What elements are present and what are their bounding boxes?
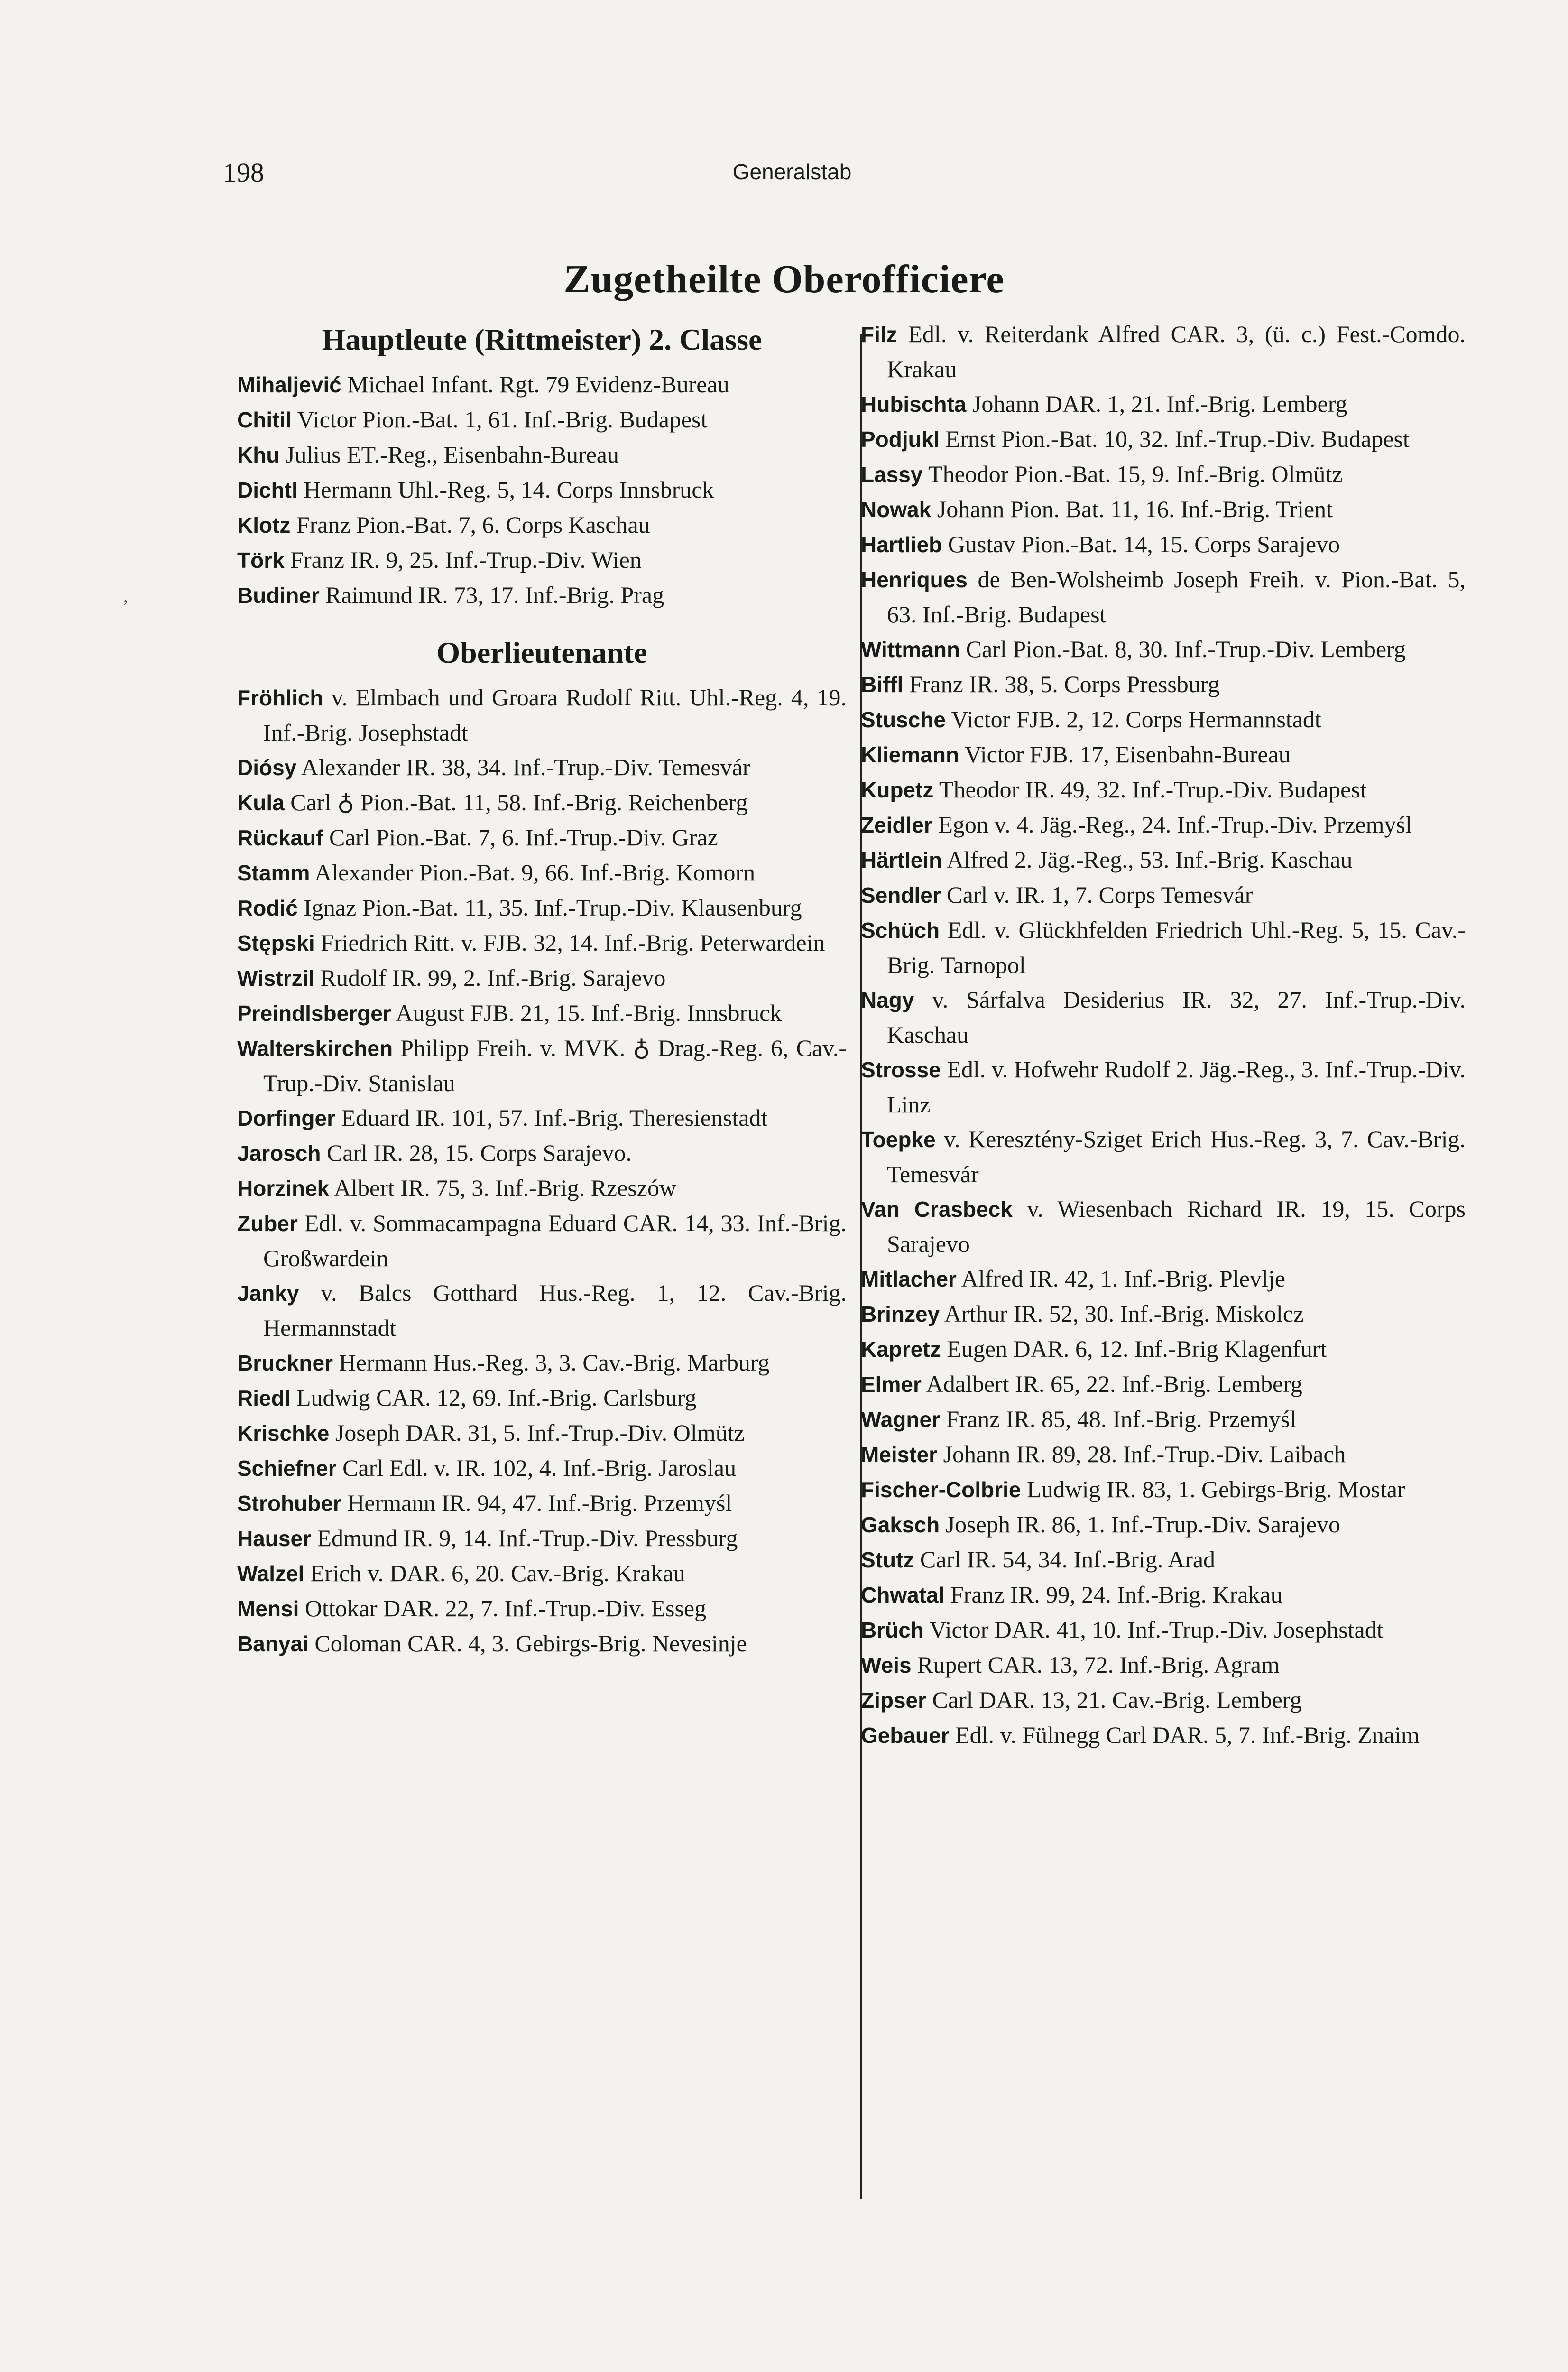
officer-entry bbox=[237, 1171, 847, 1206]
officer-entry bbox=[237, 473, 847, 508]
officer-list-continued bbox=[861, 317, 1466, 1753]
officer-details: Edl. v. Fülnegg Carl DAR. 5, 7. Inf.-Brig. Znaim bbox=[949, 1722, 1420, 1748]
officer-details: Edl. v. Sommacampagna Eduard CAR. 14, 33. Inf.-Brig. Großwardein bbox=[263, 1210, 847, 1271]
officer-entry bbox=[861, 422, 1466, 457]
officer-list-hauptleute bbox=[237, 367, 847, 613]
officer-entry bbox=[861, 807, 1466, 843]
officer-details: Alfred IR. 42, 1. Inf.-Brig. Plevlje bbox=[956, 1265, 1285, 1292]
officer-surname: Dorfinger bbox=[237, 1106, 335, 1130]
officer-entry bbox=[237, 367, 847, 402]
officer-surname: Lassy bbox=[861, 462, 923, 487]
officer-details: Victor FJB. 2, 12. Corps Hermannstadt bbox=[945, 706, 1321, 732]
officer-surname: Meister bbox=[861, 1442, 938, 1467]
officer-details: Hermann Uhl.-Reg. 5, 14. Corps Innsbruck bbox=[297, 476, 714, 503]
officer-entry bbox=[237, 785, 847, 820]
officer-details: Carl IR. 28, 15. Corps Sarajevo. bbox=[321, 1140, 632, 1166]
officer-entry bbox=[237, 1556, 847, 1591]
left-column bbox=[237, 317, 847, 1661]
officer-entry bbox=[237, 680, 847, 750]
officer-surname: Törk bbox=[237, 548, 285, 573]
officer-entry bbox=[237, 508, 847, 543]
officer-details: Alexander IR. 38, 34. Inf.-Trup.-Div. Temesvár bbox=[296, 754, 751, 780]
officer-entry bbox=[861, 1122, 1466, 1192]
officer-details: Eduard IR. 101, 57. Inf.-Brig. Theresienstadt bbox=[335, 1104, 768, 1131]
officer-details: Hermann IR. 94, 47. Inf.-Brig. Przemyśl bbox=[341, 1490, 732, 1516]
officer-details: v. Elmbach und Groara Rudolf Ritt. Uhl.-Reg. 4, 19. Inf.-Brig. Josephstadt bbox=[263, 684, 847, 746]
officer-surname: Riedl bbox=[237, 1386, 291, 1410]
officer-entry bbox=[861, 1437, 1466, 1472]
officer-surname: Brinzey bbox=[861, 1302, 940, 1326]
officer-details: v. Sárfalva Desiderius IR. 32, 27. Inf.-Trup.-Div. Kaschau bbox=[887, 986, 1466, 1048]
officer-entry bbox=[861, 772, 1466, 807]
officer-details: v. Wiesenbach Richard IR. 19, 15. Corps Sarajevo bbox=[887, 1195, 1466, 1257]
officer-surname: Biffl bbox=[861, 672, 904, 697]
officer-details: Franz IR. 38, 5. Corps Pressburg bbox=[903, 671, 1220, 697]
officer-surname: Toepke bbox=[861, 1127, 936, 1152]
officer-surname: Krischke bbox=[237, 1421, 330, 1445]
officer-surname: Stępski bbox=[237, 931, 315, 955]
officer-entry bbox=[237, 1451, 847, 1486]
section-heading-hauptleute: Hauptleute (Rittmeister) 2. Classe bbox=[322, 323, 762, 356]
officer-entry bbox=[237, 926, 847, 961]
officer-surname: Klotz bbox=[237, 513, 291, 537]
officer-entry bbox=[861, 1718, 1466, 1753]
officer-entry bbox=[861, 1367, 1466, 1402]
officer-surname: Van Crasbeck bbox=[861, 1197, 1013, 1222]
officer-surname: Mihaljević bbox=[237, 372, 341, 397]
officer-surname: Brüch bbox=[861, 1618, 924, 1642]
officer-surname: Chitil bbox=[237, 408, 292, 432]
officer-entry bbox=[237, 1136, 847, 1171]
officer-entry bbox=[861, 562, 1466, 632]
officer-surname: Kupetz bbox=[861, 778, 934, 802]
officer-details: Egon v. 4. Jäg.-Reg., 24. Inf.-Trup.-Div. Przemyśl bbox=[932, 811, 1412, 838]
page-header bbox=[223, 157, 1361, 199]
officer-entry bbox=[237, 1591, 847, 1626]
officer-entry bbox=[237, 855, 847, 890]
officer-details: Coloman CAR. 4, 3. Gebirgs-Brig. Nevesinje bbox=[308, 1630, 747, 1657]
running-title: Generalstab bbox=[732, 159, 852, 184]
officer-entry bbox=[237, 578, 847, 613]
officer-details: August FJB. 21, 15. Inf.-Brig. Innsbruck bbox=[391, 1000, 782, 1026]
officer-surname: Fischer-Colbrie bbox=[861, 1477, 1021, 1502]
officer-details: Julius ET.-Reg., Eisenbahn-Bureau bbox=[279, 441, 619, 468]
officer-entry bbox=[237, 1206, 847, 1276]
officer-entry bbox=[861, 1402, 1466, 1437]
officer-entry bbox=[861, 527, 1466, 562]
officer-surname: Janky bbox=[237, 1281, 299, 1306]
officer-entry bbox=[237, 1276, 847, 1345]
officer-details: Adalbert IR. 65, 22. Inf.-Brig. Lemberg bbox=[921, 1371, 1302, 1397]
officer-details: Alfred 2. Jäg.-Reg., 53. Inf.-Brig. Kaschau bbox=[942, 846, 1353, 873]
officer-entry bbox=[861, 667, 1466, 702]
officer-details: Carl Pion.-Bat. 8, 30. Inf.-Trup.-Div. Lemberg bbox=[960, 636, 1406, 662]
officer-entry bbox=[237, 890, 847, 926]
officer-details: Rudolf IR. 99, 2. Inf.-Brig. Sarajevo bbox=[314, 964, 666, 991]
officer-surname: Gebauer bbox=[861, 1723, 950, 1748]
officer-details: Victor DAR. 41, 10. Inf.-Trup.-Div. Josephstadt bbox=[923, 1616, 1384, 1643]
officer-details: Carl IR. 54, 34. Inf.-Brig. Arad bbox=[914, 1546, 1216, 1573]
officer-details: Franz Pion.-Bat. 7, 6. Corps Kaschau bbox=[290, 511, 650, 538]
officer-details: Gustav Pion.-Bat. 14, 15. Corps Sarajevo bbox=[942, 531, 1340, 557]
officer-surname: Jarosch bbox=[237, 1141, 321, 1166]
officer-entry bbox=[861, 1542, 1466, 1577]
officer-details: Rupert CAR. 13, 72. Inf.-Brig. Agram bbox=[911, 1651, 1280, 1678]
officer-entry bbox=[861, 1612, 1466, 1648]
officer-details: Carl v. IR. 1, 7. Corps Temesvár bbox=[941, 881, 1253, 908]
officer-entry bbox=[861, 387, 1466, 422]
officer-entry bbox=[861, 1261, 1466, 1297]
officer-surname: Stamm bbox=[237, 861, 310, 885]
officer-entry bbox=[861, 317, 1466, 387]
officer-surname: Nowak bbox=[861, 497, 932, 522]
officer-surname: Mensi bbox=[237, 1596, 299, 1621]
margin-mark: ʼ bbox=[122, 596, 129, 617]
officer-surname: Podjukl bbox=[861, 427, 940, 452]
officer-surname: Hauser bbox=[237, 1526, 311, 1551]
officer-details: Franz IR. 9, 25. Inf.-Trup.-Div. Wien bbox=[284, 547, 642, 573]
officer-surname: Strohuber bbox=[237, 1491, 341, 1516]
officer-details: Franz IR. 99, 24. Inf.-Brig. Krakau bbox=[944, 1581, 1282, 1608]
officer-surname: Strosse bbox=[861, 1057, 941, 1082]
officer-surname: Stutz bbox=[861, 1547, 914, 1572]
officer-surname: Dichtl bbox=[237, 478, 298, 502]
officer-entry bbox=[861, 1332, 1466, 1367]
officer-surname: Stusche bbox=[861, 707, 946, 732]
officer-surname: Hartlieb bbox=[861, 532, 942, 557]
officer-surname: Budiner bbox=[237, 583, 320, 608]
officer-surname: Mitlacher bbox=[861, 1267, 957, 1291]
officer-surname: Fröhlich bbox=[237, 686, 323, 710]
officer-surname: Wagner bbox=[861, 1407, 940, 1432]
officer-entry bbox=[861, 492, 1466, 527]
officer-details: Raimund IR. 73, 17. Inf.-Brig. Prag bbox=[319, 582, 664, 608]
officer-surname: Khu bbox=[237, 443, 280, 467]
officer-details: Theodor Pion.-Bat. 15, 9. Inf.-Brig. Olmütz bbox=[922, 461, 1343, 487]
officer-surname: Rückauf bbox=[237, 825, 323, 850]
officer-entry bbox=[861, 982, 1466, 1052]
officer-details: Friedrich Ritt. v. FJB. 32, 14. Inf.-Brig. Peterwardein bbox=[314, 929, 825, 956]
officer-entry bbox=[861, 1052, 1466, 1122]
officer-surname: Chwatal bbox=[861, 1583, 945, 1607]
officer-details: Edmund IR. 9, 14. Inf.-Trup.-Div. Pressburg bbox=[311, 1525, 738, 1551]
officer-surname: Horzinek bbox=[237, 1176, 330, 1201]
page-number: 198 bbox=[223, 157, 264, 188]
officer-surname: Bruckner bbox=[237, 1351, 333, 1375]
officer-details: Edl. v. Glückhfelden Friedrich Uhl.-Reg. 5, 15. Cav.-Brig. Tarnopol bbox=[887, 917, 1466, 978]
officer-entry bbox=[861, 1507, 1466, 1542]
officer-entry bbox=[237, 543, 847, 578]
officer-details: Edl. v. Hofwehr Rudolf 2. Jäg.-Reg., 3. Inf.-Trup.-Div. Linz bbox=[887, 1056, 1466, 1118]
officer-entry bbox=[237, 961, 847, 996]
officer-surname: Diósy bbox=[237, 755, 297, 780]
officer-entry bbox=[861, 843, 1466, 878]
officer-entry bbox=[861, 737, 1466, 772]
officer-list-oberlieutenante bbox=[237, 680, 847, 1661]
officer-entry bbox=[861, 1577, 1466, 1612]
officer-details: Edl. v. Reiterdank Alfred CAR. 3, (ü. c.) Fest.-Comdo. Krakau bbox=[887, 321, 1466, 382]
officer-surname: Sendler bbox=[861, 883, 941, 908]
officer-details: Carl Edl. v. IR. 102, 4. Inf.-Brig. Jaroslau bbox=[336, 1455, 737, 1481]
officer-details: Carl DAR. 13, 21. Cav.-Brig. Lemberg bbox=[926, 1686, 1302, 1713]
officer-surname: Zipser bbox=[861, 1688, 927, 1713]
officer-entry bbox=[861, 1472, 1466, 1507]
officer-surname: Zuber bbox=[237, 1211, 298, 1236]
officer-details: de Ben-Wolsheimb Joseph Freih. v. Pion.-Bat. 5, 63. Inf.-Brig. Budapest bbox=[887, 566, 1466, 628]
right-column bbox=[861, 317, 1466, 1753]
officer-entry bbox=[237, 1031, 847, 1101]
officer-surname: Weis bbox=[861, 1653, 912, 1677]
officer-details: Ludwig IR. 83, 1. Gebirgs-Brig. Mostar bbox=[1021, 1476, 1405, 1502]
officer-surname: Schüch bbox=[861, 918, 940, 943]
officer-surname: Wittmann bbox=[861, 637, 960, 662]
officer-details: Ludwig CAR. 12, 69. Inf.-Brig. Carlsburg bbox=[290, 1384, 697, 1411]
officer-entry bbox=[861, 457, 1466, 492]
officer-details: Joseph DAR. 31, 5. Inf.-Trup.-Div. Olmütz bbox=[329, 1419, 745, 1446]
officer-entry bbox=[861, 702, 1466, 737]
officer-entry bbox=[861, 878, 1466, 913]
officer-surname: Elmer bbox=[861, 1372, 922, 1397]
officer-surname: Banyai bbox=[237, 1631, 309, 1656]
officer-details: v. Balcs Gotthard Hus.-Reg. 1, 12. Cav.-Brig. Hermannstadt bbox=[263, 1279, 847, 1341]
officer-entry bbox=[861, 632, 1466, 667]
officer-surname: Henriques bbox=[861, 567, 968, 592]
officer-entry bbox=[237, 1521, 847, 1556]
officer-entry bbox=[237, 1486, 847, 1521]
officer-details: Joseph IR. 86, 1. Inf.-Trup.-Div. Sarajevo bbox=[940, 1511, 1341, 1538]
officer-details: Carl ♁ Pion.-Bat. 11, 58. Inf.-Brig. Reichenberg bbox=[284, 789, 748, 815]
officer-surname: Walzel bbox=[237, 1561, 304, 1586]
officer-details: Albert IR. 75, 3. Inf.-Brig. Rzeszów bbox=[329, 1175, 677, 1201]
officer-details: Eugen DAR. 6, 12. Inf.-Brig Klagenfurt bbox=[941, 1335, 1327, 1362]
officer-details: Ignaz Pion.-Bat. 11, 35. Inf.-Trup.-Div. Klausenburg bbox=[297, 894, 802, 921]
officer-surname: Kula bbox=[237, 790, 285, 815]
officer-surname: Rodić bbox=[237, 896, 298, 920]
officer-details: Arthur IR. 52, 30. Inf.-Brig. Miskolcz bbox=[940, 1300, 1304, 1327]
officer-entry bbox=[861, 1683, 1466, 1718]
page-title: Zugetheilte Oberofficiere bbox=[563, 257, 1005, 301]
officer-entry bbox=[237, 1101, 847, 1136]
officer-entry bbox=[237, 820, 847, 855]
officer-entry bbox=[237, 750, 847, 785]
officer-surname: Schiefner bbox=[237, 1456, 337, 1481]
officer-surname: Filz bbox=[861, 322, 897, 347]
officer-surname: Walterskirchen bbox=[237, 1036, 393, 1061]
officer-details: Johann DAR. 1, 21. Inf.-Brig. Lemberg bbox=[966, 390, 1347, 417]
officer-details: Franz IR. 85, 48. Inf.-Brig. Przemyśl bbox=[940, 1406, 1297, 1432]
officer-details: Ottokar DAR. 22, 7. Inf.-Trup.-Div. Esseg bbox=[299, 1595, 707, 1621]
officer-entry bbox=[237, 402, 847, 437]
officer-entry bbox=[237, 996, 847, 1031]
officer-entry bbox=[237, 1626, 847, 1661]
officer-details: Victor FJB. 17, Eisenbahn-Bureau bbox=[959, 741, 1291, 768]
officer-entry bbox=[861, 1192, 1466, 1261]
officer-entry bbox=[237, 1381, 847, 1416]
officer-surname: Hubischta bbox=[861, 392, 967, 417]
officer-details: Victor Pion.-Bat. 1, 61. Inf.-Brig. Budapest bbox=[291, 406, 708, 433]
officer-surname: Preindlsberger bbox=[237, 1001, 391, 1026]
officer-details: Alexander Pion.-Bat. 9, 66. Inf.-Brig. Komorn bbox=[310, 859, 756, 886]
officer-details: Johann Pion. Bat. 11, 16. Inf.-Brig. Trient bbox=[931, 496, 1333, 522]
officer-details: v. Keresztény-Sziget Erich Hus.-Reg. 3, 7. Cav.-Brig. Temesvár bbox=[887, 1126, 1466, 1187]
officer-surname: Zeidler bbox=[861, 813, 932, 837]
officer-entry bbox=[237, 1345, 847, 1381]
officer-entry bbox=[861, 913, 1466, 982]
officer-details: Johann IR. 89, 28. Inf.-Trup.-Div. Laibach bbox=[937, 1441, 1346, 1467]
officer-entry bbox=[237, 1416, 847, 1451]
officer-entry bbox=[861, 1297, 1466, 1332]
officer-surname: Gaksch bbox=[861, 1512, 940, 1537]
officer-details: Ernst Pion.-Bat. 10, 32. Inf.-Trup.-Div. Budapest bbox=[940, 426, 1410, 452]
officer-entry bbox=[861, 1648, 1466, 1683]
officer-details: Hermann Hus.-Reg. 3, 3. Cav.-Brig. Marburg bbox=[332, 1349, 770, 1376]
officer-surname: Nagy bbox=[861, 988, 914, 1012]
section-heading-oberlieutenante: Oberlieutenante bbox=[436, 636, 647, 669]
officer-details: Erich v. DAR. 6, 20. Cav.-Brig. Krakau bbox=[304, 1560, 685, 1586]
officer-surname: Kapretz bbox=[861, 1337, 941, 1362]
officer-surname: Wistrzil bbox=[237, 966, 315, 991]
officer-entry bbox=[237, 437, 847, 473]
officer-details: Philipp Freih. v. MVK. ♁ Drag.-Reg. 6, Cav.-Trup.-Div. Stanislau bbox=[263, 1035, 847, 1096]
officer-details: Michael Infant. Rgt. 79 Evidenz-Bureau bbox=[341, 371, 729, 398]
officer-surname: Kliemann bbox=[861, 742, 959, 767]
officer-details: Carl Pion.-Bat. 7, 6. Inf.-Trup.-Div. Graz bbox=[323, 824, 718, 851]
officer-surname: Härtlein bbox=[861, 848, 942, 872]
officer-details: Theodor IR. 49, 32. Inf.-Trup.-Div. Budapest bbox=[933, 776, 1367, 803]
